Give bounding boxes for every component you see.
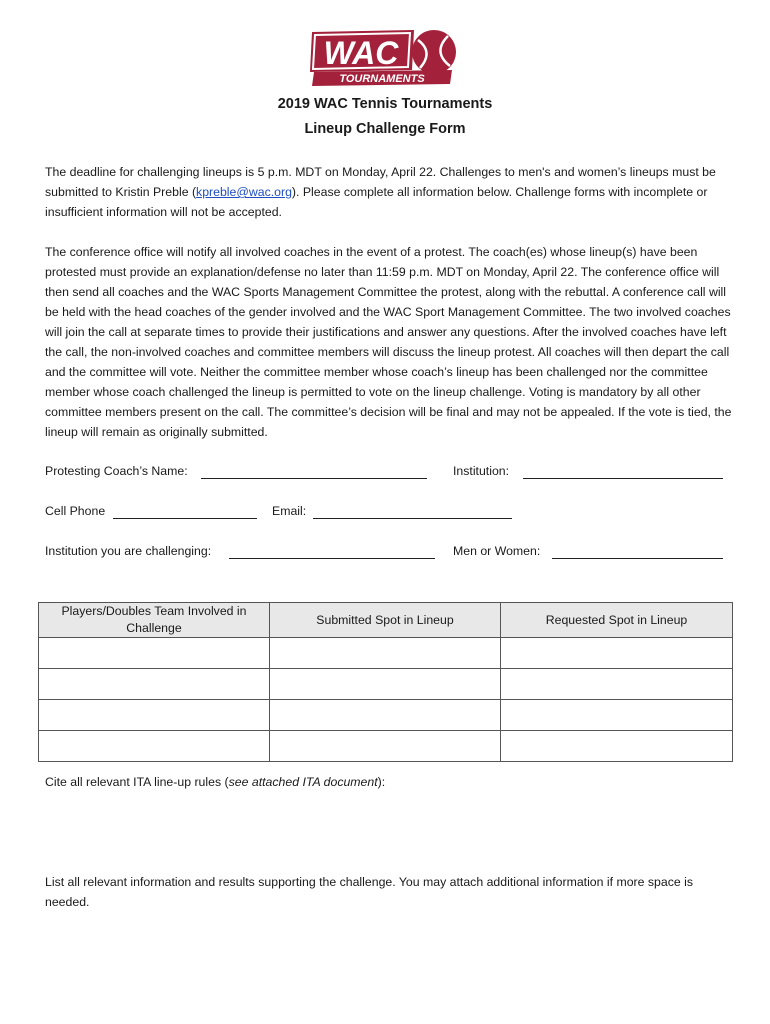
form-subtitle: Lineup Challenge Form: [304, 121, 466, 137]
men-or-women-label: Men or Women:: [453, 544, 541, 558]
process-paragraph: The conference office will notify all involved coaches in the event of a protest. The coach(es) whose lineup(s) have been protested must provide an explanation/defense no later than 11:59 p.m. MDT on Monday, April 22. The conference office will then send all coaches and the WAC Sports Management Committee the protest, along with the rebuttal. A conference call will be held with the head coaches of the gender involved and the WAC Sport Management Committee. The two involved coaches will join the call at separate times to provide their justifications and answer any questions. After the involved coaches have left the call, the non-involved coaches and committee members will discuss the lineup protest. All coaches will then depart the call and the committee will vote. Neither the committee member whose coach’s lineup has been challenged nor the committee member whose coach challenged the lineup is permitted to vote on the lineup challenge. Voting is mandatory by all other committee members present on the call. The committee’s decision will be final and may not be appealed. If the vote is tied, the lineup will remain as originally submitted.: [45, 245, 732, 439]
logo-sub-text: TOURNAMENTS: [339, 73, 425, 85]
protesting-coach-label: Protesting Coach’s Name:: [45, 464, 188, 478]
challenging-institution-input[interactable]: [229, 558, 435, 559]
institution-input[interactable]: [523, 478, 723, 479]
wac-tournaments-logo: [306, 26, 462, 88]
supporting-info-prompt: List all relevant information and results supporting the challenge. You may attach additional information if more space is needed.: [45, 875, 694, 909]
ita-rules-prompt: [45, 772, 735, 792]
table-row: [39, 638, 733, 669]
players-cell[interactable]: [39, 700, 270, 731]
intro-text-start: The deadline for challenging lineups is 5 p.m. MDT on Monday, April 22. Challenges to men's and women’s lineups must be submitted to Kristin Preble (: [45, 165, 716, 199]
ita-rules-text-start: Cite all relevant ITA line-up rules (: [45, 775, 229, 789]
intro-paragraph: [45, 162, 735, 222]
requested-spot-cell[interactable]: [501, 638, 733, 669]
email-input[interactable]: [313, 518, 512, 519]
requested-spot-cell[interactable]: [501, 669, 733, 700]
lineup-challenge-table: [38, 602, 733, 762]
players-cell[interactable]: [39, 669, 270, 700]
submitted-spot-cell[interactable]: [270, 669, 501, 700]
submitted-spot-cell[interactable]: [270, 638, 501, 669]
logo-main-text: WAC: [323, 35, 399, 71]
requested-spot-cell[interactable]: [501, 700, 733, 731]
email-link[interactable]: kpreble@wac.org: [196, 185, 292, 199]
requested-spot-cell[interactable]: [501, 731, 733, 762]
players-cell[interactable]: [39, 638, 270, 669]
email-label: Email:: [272, 504, 307, 518]
submitted-spot-cell[interactable]: [270, 700, 501, 731]
table-row: [39, 731, 733, 762]
table-row: [39, 669, 733, 700]
submitted-spot-cell[interactable]: [270, 731, 501, 762]
submitted-spot-header: Submitted Spot in Lineup: [270, 603, 501, 638]
protesting-coach-input[interactable]: [201, 478, 427, 479]
cell-phone-input[interactable]: [113, 518, 257, 519]
players-header: Players/Doubles Team Involved in Challenge: [39, 603, 270, 638]
table-row: [39, 700, 733, 731]
form-title: 2019 WAC Tennis Tournaments: [277, 96, 493, 112]
players-cell[interactable]: [39, 731, 270, 762]
requested-spot-header: Requested Spot in Lineup: [501, 603, 733, 638]
cell-phone-label: Cell Phone: [45, 504, 106, 518]
table-header-row: [39, 603, 733, 638]
institution-label: Institution:: [453, 464, 510, 478]
intro-text-end: ). Please complete all information below. Challenge forms with incomplete or insufficient information will not be accepted.: [45, 185, 708, 219]
ita-rules-text-end: ):: [377, 775, 386, 789]
challenging-institution-label: Institution you are challenging:: [45, 544, 212, 558]
men-or-women-input[interactable]: [552, 558, 723, 559]
ita-rules-italic: see attached ITA document: [228, 775, 378, 789]
